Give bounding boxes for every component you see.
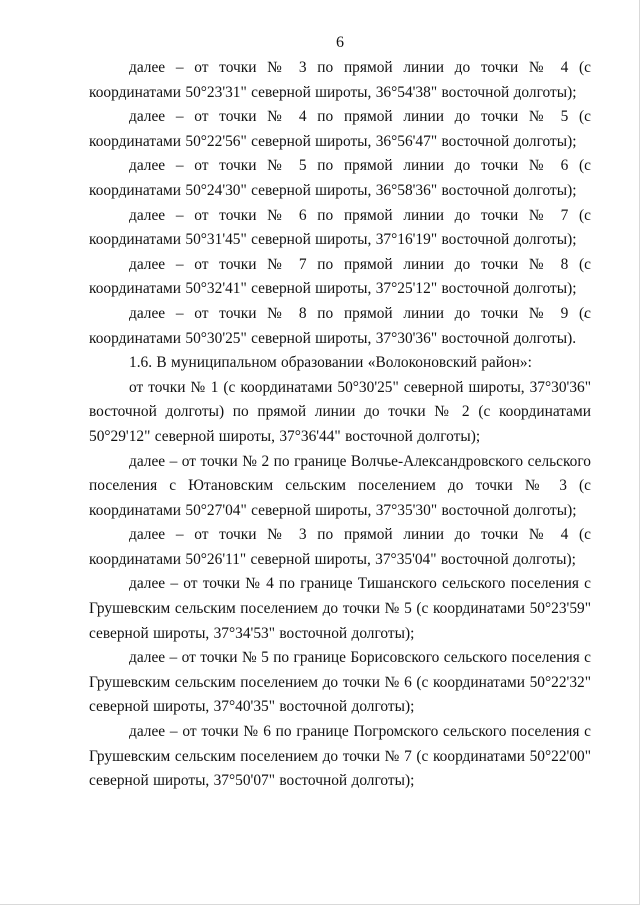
paragraph-point-6-to-7: далее – от точки № 6 по прямой линии до точки № 7 (с координатами 50°31'45" северной широты, 37°16'19" восточной долготы); <box>89 206 591 249</box>
paragraph-volokonovsky-point-6-to-7: далее – от точки № 6 по границе Погромского сельского поселения с Грушевским сельским поселением до точки № 7 (с координатами 50°22'00" северной широты, 37°50'07" восточной долготы); <box>89 723 591 790</box>
paragraph-point-8-to-9: далее – от точки № 8 по прямой линии до точки № 9 (с координатами 50°30'25" северной широты, 37°30'36" восточной долготы). <box>89 304 591 347</box>
document-body <box>89 56 591 794</box>
paragraph-volokonovsky-point-2-to-3: далее – от точки № 2 по границе Волчье-Александровского сельского поселения с Ютановским сельским поселением до точки № 3 (с координатами 50°27'04" северной широты, 37°35'30" восточной долготы); <box>89 452 591 519</box>
paragraph-volokonovsky-point-3-to-4: далее – от точки № 3 по прямой линии до точки № 4 (с координатами 50°26'11" северной широты, 37°35'04" восточной долготы); <box>89 526 591 568</box>
paragraph-volokonovsky-point-1-to-2: от точки № 1 (с координатами 50°30'25" северной широты, 37°30'36" восточной долготы) по прямой линии до точки № 2 (с координатами 50°29'12" северной широты, 37°36'44" восточной долготы); <box>89 378 591 445</box>
paragraph-point-7-to-8: далее – от точки № 7 по прямой линии до точки № 8 (с координатами 50°32'41" северной широты, 37°25'12" восточной долготы); <box>89 255 591 298</box>
paragraph-point-4-to-5: далее – от точки № 4 по прямой линии до точки № 5 (с координатами 50°22'56" северной широты, 36°56'47" восточной долготы); <box>89 108 591 150</box>
paragraph-volokonovsky-point-4-to-5: далее – от точки № 4 по границе Тишанского сельского поселения с Грушевским сельским поселением до точки № 5 (с координатами 50°23'59" северной широты, 37°34'53" восточной долготы); <box>89 575 591 642</box>
page-number: 6 <box>336 34 344 51</box>
paragraph-volokonovsky-point-5-to-6: далее – от точки № 5 по границе Борисовского сельского поселения с Грушевским сельским поселением до точки № 6 (с координатами 50°22'32" северной широты, 37°40'35" восточной долготы); <box>89 649 591 716</box>
paragraph-point-3-to-4: далее – от точки № 3 по прямой линии до точки № 4 (с координатами 50°23'31" северной широты, 36°54'38" восточной долготы); <box>89 59 591 101</box>
paragraph-point-5-to-6: далее – от точки № 5 по прямой линии до точки № 6 (с координатами 50°24'30" северной широты, 36°58'36" восточной долготы); <box>89 157 591 199</box>
section-heading-volokonovsky: 1.6. В муниципальном образовании «Волоконовский район»: <box>129 354 532 372</box>
